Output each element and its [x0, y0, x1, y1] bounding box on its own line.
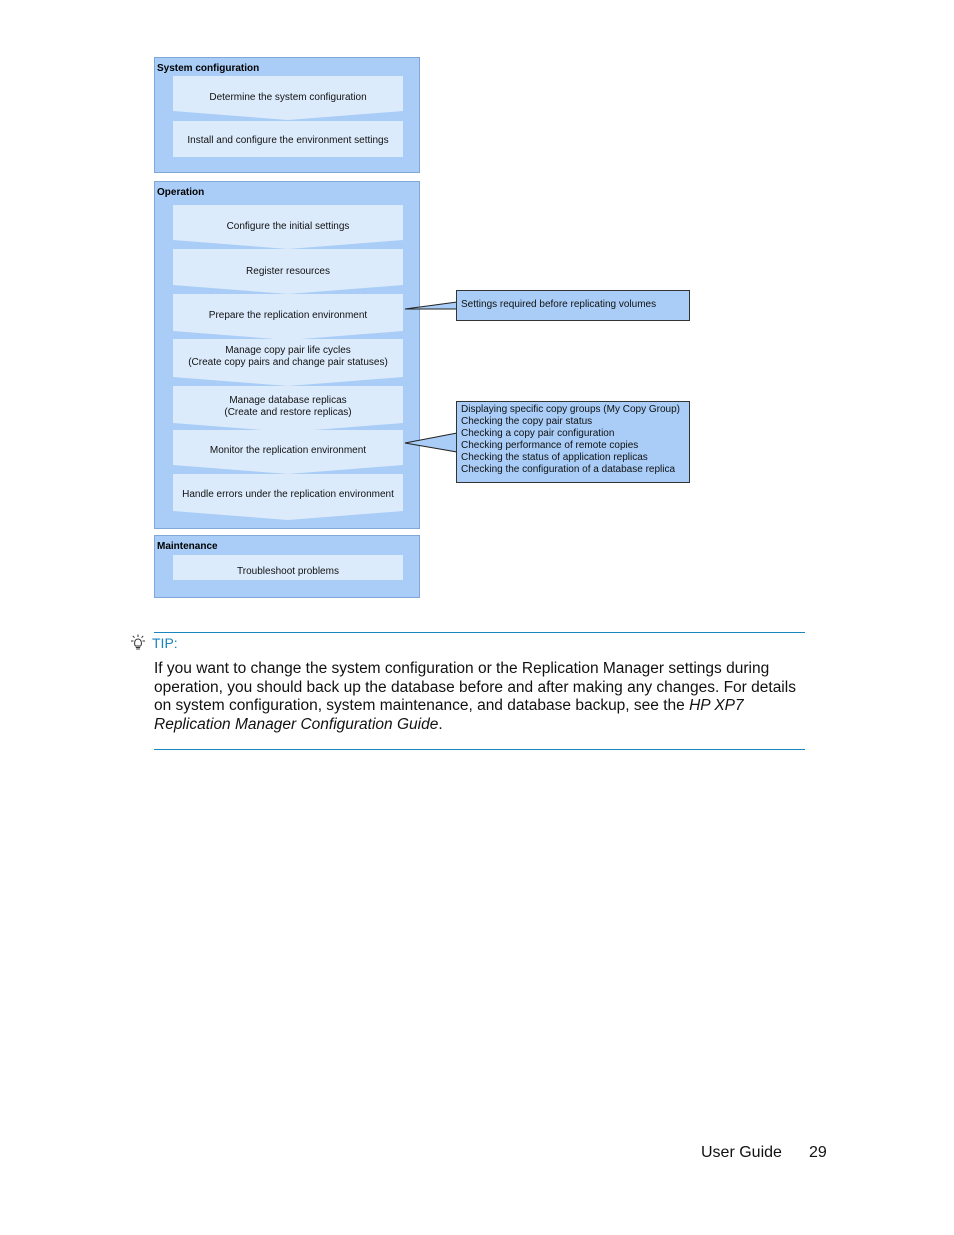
callout-pointer-monitoring — [405, 433, 457, 452]
step-label: Determine the system configuration — [209, 92, 367, 103]
panel-title: System configuration — [157, 63, 260, 74]
callout-line: Checking the copy pair status — [461, 416, 593, 427]
callout-line: Checking the configuration of a database replica — [461, 464, 676, 475]
callout-line: Checking performance of remote copies — [461, 440, 639, 451]
callout-line: Settings required before replicating volumes — [461, 299, 657, 310]
tip-text: If you want to change the system configuration or the Replication Manager settings during operation, you should back up the database before and after making any changes. For details on system configuration, system maintenance, and database backup, see the — [154, 660, 796, 714]
callout-pointer-settings — [405, 302, 457, 309]
callout-monitoring — [456, 401, 690, 483]
tip-bottom-rule — [154, 749, 805, 750]
tip-body — [154, 660, 809, 734]
step-label: Troubleshoot problems — [237, 565, 339, 577]
step-label: Configure the initial settings — [226, 221, 350, 232]
step-label: Manage database replicas (Create and restore replicas) — [224, 395, 352, 418]
callout-line: Checking a copy pair configuration — [461, 428, 615, 439]
step-label: Monitor the replication environment — [209, 445, 367, 456]
callout-line: Checking the status of application replicas — [461, 452, 648, 463]
step-label: Manage copy pair life cycles (Create copy pairs and change pair statuses) — [188, 345, 388, 368]
footer-label: User Guide — [701, 1144, 782, 1161]
step-label: Prepare the replication environment — [208, 310, 368, 321]
guide-title: HP XP7 Replication Manager Configuration Guide — [154, 697, 744, 733]
tip-top-rule — [154, 632, 805, 633]
page-number: 29 — [809, 1144, 827, 1161]
step-label: Install and configure the environment settings — [187, 135, 389, 146]
step-label: Handle errors under the replication environment — [182, 489, 394, 500]
lightbulb-icon — [130, 634, 146, 652]
step-label: Register resources — [246, 265, 330, 277]
panel-title: Operation — [157, 187, 205, 198]
tip-label: TIP: — [152, 635, 178, 651]
callout-line: Displaying specific copy groups (My Copy Group) — [461, 404, 680, 415]
tip-heading — [130, 634, 178, 652]
tip-text-end: . — [438, 715, 443, 733]
callout-settings — [456, 290, 690, 321]
panel-title: Maintenance — [157, 541, 218, 552]
